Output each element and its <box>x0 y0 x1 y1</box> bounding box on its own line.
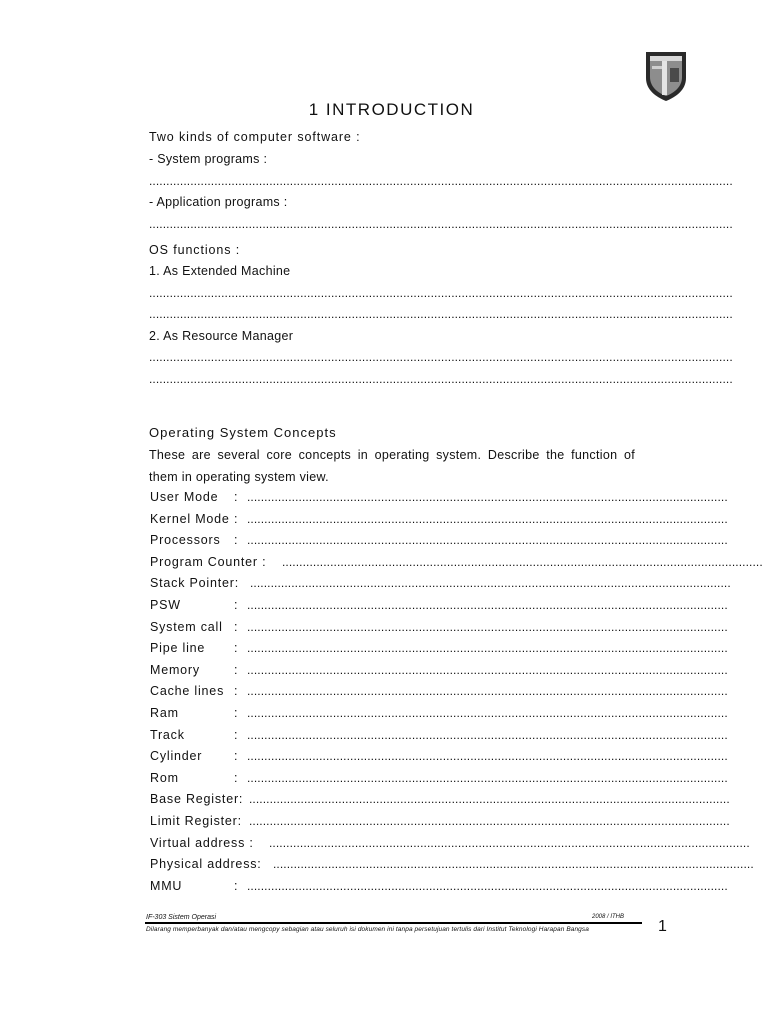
concept-term-colon: : <box>234 663 238 677</box>
concept-term-label: Virtual address : <box>150 836 254 850</box>
concept-term-label: Memory <box>150 663 200 677</box>
concept-term-label: Ram <box>150 706 179 720</box>
answer-dotted-line: .......................................................................................................................................................................... <box>149 174 733 188</box>
concept-term-label: Cylinder <box>150 749 203 763</box>
page-title: 1 INTRODUCTION <box>308 100 475 119</box>
concept-term-colon: : <box>234 728 238 742</box>
concept-answer-dotted-line: ............................................................................................................................................ <box>247 879 728 893</box>
footer-year: 2008 / ITHB <box>592 914 625 920</box>
concept-term-label: PSW <box>150 598 181 612</box>
answer-dotted-line: .......................................................................................................................................................................... <box>149 350 733 364</box>
concept-term-colon: : <box>234 749 238 763</box>
concept-answer-dotted-line: ............................................................................................................................................ <box>247 684 728 698</box>
concept-answer-dotted-line: ............................................................................................................................................ <box>247 598 728 612</box>
concept-term-colon: : <box>234 771 238 785</box>
concept-answer-dotted-line: ............................................................................................................................................ <box>250 576 731 590</box>
concept-answer-dotted-line: ............................................................................................................................................ <box>247 706 728 720</box>
concept-term-colon: : <box>234 598 238 612</box>
footer-divider <box>145 922 642 924</box>
concept-term-colon: : <box>234 512 238 526</box>
concept-answer-dotted-line: ............................................................................................................................................ <box>247 490 728 504</box>
concept-term-colon: : <box>234 620 238 634</box>
concept-answer-dotted-line: ............................................................................................................................................ <box>247 620 728 634</box>
concept-term-label: System call <box>150 620 223 634</box>
concept-answer-dotted-line: ............................................................................................................................................ <box>247 512 728 526</box>
footer-course: IF-303 Sistem Operasi <box>146 914 217 921</box>
concept-term-label: Track <box>150 728 185 742</box>
concept-answer-dotted-line: ............................................................................................................................................ <box>249 814 730 828</box>
concept-answer-dotted-line: ............................................................................................................................................ <box>247 771 728 785</box>
concept-answer-dotted-line: ............................................................................................................................................ <box>273 857 754 871</box>
concept-term-colon: : <box>234 641 238 655</box>
concept-term-colon: : <box>234 533 238 547</box>
concept-term-colon: : <box>234 879 238 893</box>
concept-term-label: Program Counter : <box>150 555 267 569</box>
concept-term-label: Stack Pointer: <box>150 576 240 590</box>
software-kinds-heading: Two kinds of computer software : <box>149 130 361 144</box>
answer-dotted-line: .......................................................................................................................................................................... <box>149 217 733 231</box>
concepts-description: These are several core concepts in operating system. Describe the function of them in operating system view. <box>149 448 635 484</box>
footer-copyright-notice: Dilarang memperbanyak dan/atau mengcopy sebagian atau seluruh isi dokumen ini tanpa persetujuan tertulis dari Institut Teknologi Harapan Bangsa <box>146 926 589 933</box>
concept-answer-dotted-line: ............................................................................................................................................ <box>249 792 730 806</box>
answer-dotted-line: .......................................................................................................................................................................... <box>149 372 733 386</box>
concept-answer-dotted-line: ............................................................................................................................................ <box>282 555 763 569</box>
os-function-item-resource-manager: 2. As Resource Manager <box>149 329 294 343</box>
concept-term-label: User Mode <box>150 490 219 504</box>
os-function-item-extended-machine: 1. As Extended Machine <box>149 264 291 278</box>
concept-answer-dotted-line: ............................................................................................................................................ <box>269 836 750 850</box>
concept-answer-dotted-line: ............................................................................................................................................ <box>247 533 728 547</box>
os-functions-heading: OS functions : <box>149 243 241 257</box>
system-programs-label: - System programs : <box>149 152 268 166</box>
concept-term-label: Cache lines <box>150 684 225 698</box>
institution-shield-logo-icon <box>644 50 688 102</box>
concept-term-label: Physical address: <box>150 857 262 871</box>
concept-term-colon: : <box>234 706 238 720</box>
answer-dotted-line: .......................................................................................................................................................................... <box>149 307 733 321</box>
page-number: 1 <box>658 918 667 935</box>
concept-term-label: Rom <box>150 771 179 785</box>
concept-answer-dotted-line: ............................................................................................................................................ <box>247 641 728 655</box>
answer-dotted-line: .......................................................................................................................................................................... <box>149 286 733 300</box>
concept-term-colon: : <box>234 490 238 504</box>
concepts-heading: Operating System Concepts <box>149 425 337 440</box>
concept-answer-dotted-line: ............................................................................................................................................ <box>247 663 728 677</box>
concept-answer-dotted-line: ............................................................................................................................................ <box>247 749 728 763</box>
concept-term-label: Processors <box>150 533 221 547</box>
concept-answer-dotted-line: ............................................................................................................................................ <box>247 728 728 742</box>
concept-term-label: Limit Register: <box>150 814 242 828</box>
concept-term-label: Kernel Mode <box>150 512 230 526</box>
application-programs-label: - Application programs : <box>149 195 288 209</box>
concept-term-label: Pipe line <box>150 641 206 655</box>
concept-term-label: MMU <box>150 879 183 893</box>
concept-term-colon: : <box>234 684 238 698</box>
concept-term-label: Base Register: <box>150 792 244 806</box>
